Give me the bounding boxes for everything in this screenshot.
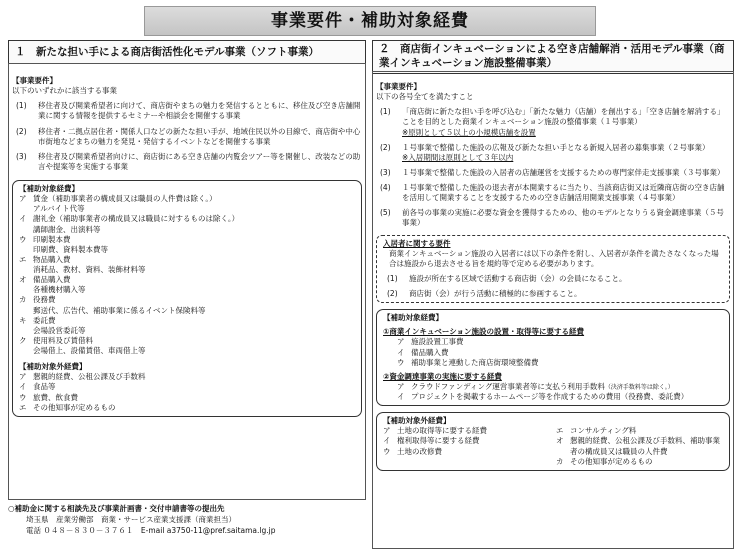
item-note: ※原則として５以上の小規模店舗を設置 bbox=[402, 127, 536, 137]
g2-body bbox=[411, 382, 674, 392]
expense-item bbox=[19, 255, 355, 265]
expense-key: エ bbox=[19, 254, 27, 264]
g1-item bbox=[383, 358, 723, 368]
ineligible-text: 旅費、飲食費 bbox=[33, 392, 78, 402]
item-number: (4) bbox=[380, 183, 391, 192]
expense-main: 賃金（補助事業者の構成員又は職員の人件費は除く。） bbox=[33, 194, 217, 204]
expense-item bbox=[19, 295, 355, 305]
item-body bbox=[402, 143, 730, 163]
item-text: 商店街（会）が行う活動に積極的に参画すること。 bbox=[409, 289, 582, 298]
left-eligible-list bbox=[19, 194, 355, 356]
ineligible-text: 権利取得等に要する経費 bbox=[397, 436, 480, 446]
item-text: １号事業で整備した施設の入居者の店舗運営を支援するための専門家伴走支援事業（３号事業） bbox=[402, 167, 725, 177]
item-note: ※入居期間は原則として３年以内 bbox=[402, 152, 514, 162]
right-ineligible-col-a bbox=[383, 426, 550, 467]
item-text: １号事業で整備した施設の広報及び新たな担い手となる新規入居者の募集事業（２号事業） bbox=[402, 142, 710, 152]
right-req-item bbox=[376, 208, 730, 228]
expense-item bbox=[19, 316, 355, 326]
expense-example: 印刷費、資料製本費等 bbox=[33, 244, 108, 254]
ineligible-text: 懇親的経費、公租公課及び手数料 bbox=[33, 372, 146, 382]
item-number: (3) bbox=[16, 151, 27, 161]
ineligible-key: イ bbox=[19, 382, 27, 392]
resident-item bbox=[383, 274, 723, 284]
item-text: 前各号の事業の実施に必要な資金を獲得するための、他のモデルとなりうる資金調達事業（５号事業） bbox=[402, 208, 724, 228]
left-eligible-box bbox=[12, 180, 362, 417]
item-body bbox=[402, 183, 730, 203]
expense-main: 謝礼金（補助事業者の構成員又は職員に対するものは除く。） bbox=[33, 214, 240, 224]
g1-text: 施設設置工事費 bbox=[411, 337, 464, 347]
item-number: (3) bbox=[380, 167, 391, 177]
right-req-item bbox=[376, 143, 730, 163]
page-title-area bbox=[0, 6, 740, 36]
left-column bbox=[8, 40, 366, 417]
left-req-intro: 以下のいずれかに該当する事業 bbox=[12, 86, 117, 96]
expense-item bbox=[19, 235, 355, 245]
ineligible-item bbox=[19, 403, 355, 413]
expense-example: 会場設営委託等 bbox=[33, 325, 86, 335]
ineligible-key: オ bbox=[556, 436, 564, 446]
g1-title: ①商業インキュベーション施設の設置・取得等に要する経費 bbox=[383, 327, 585, 337]
right-req-list bbox=[376, 107, 730, 228]
right-ineligible-item bbox=[383, 426, 550, 436]
item-text: １号事業で整備した施設の退去者が本開業するに当たり、当該商店街又は近隣商店街の空き店舗を活用して開業することを支援するための空き店舗活用開業支援事業（４号事業） bbox=[402, 183, 725, 203]
ineligible-text: その他知事が定めるもの bbox=[33, 402, 116, 412]
item-body bbox=[402, 107, 730, 137]
item-number: (2) bbox=[380, 142, 391, 152]
right-ineligible-item bbox=[383, 436, 550, 446]
expense-main: 委託費 bbox=[33, 315, 56, 325]
expense-example: 郵送代、広告代、補助事業に係るイベント保険料等 bbox=[33, 305, 206, 315]
left-ineligible-list bbox=[19, 372, 355, 413]
contact-phone: 電話 ０４８－８３０－３７６１ E-mail a3750-11@pref.saitama.lg.jp bbox=[26, 525, 276, 535]
expense-key: オ bbox=[19, 275, 27, 285]
item-number: (5) bbox=[380, 208, 391, 218]
resident-item bbox=[383, 289, 723, 299]
ineligible-key: エ bbox=[556, 426, 564, 436]
expense-item bbox=[19, 275, 355, 285]
ineligible-key: ウ bbox=[383, 446, 391, 456]
expense-key: ク bbox=[19, 335, 27, 345]
ineligible-key: カ bbox=[556, 456, 564, 466]
g1-key: ア bbox=[397, 337, 405, 347]
right-eligible-label: 【補助対象経費】 bbox=[383, 313, 443, 323]
contact-org: 埼玉県 産業労働部 商業・サービス産業支援課（商業担当） bbox=[26, 514, 236, 524]
ineligible-key: ア bbox=[383, 426, 391, 436]
expense-example: 各種機材購入等 bbox=[33, 285, 86, 295]
left-ineligible-label: 【補助対象外経費】 bbox=[19, 362, 87, 372]
expense-key: ア bbox=[19, 194, 27, 204]
g1-item bbox=[383, 337, 723, 347]
g1-text: 備品購入費 bbox=[411, 347, 449, 357]
right-ineligible-item bbox=[556, 436, 723, 456]
contact-info bbox=[8, 504, 348, 537]
g2-text: プロジェクトを掲載するホームページ等を作成するための費用（役務費、委託費） bbox=[411, 392, 689, 401]
g2-item bbox=[383, 382, 723, 392]
left-req-item bbox=[12, 127, 362, 147]
expense-item bbox=[19, 194, 355, 204]
right-req-item bbox=[376, 168, 730, 178]
ineligible-text: 土地の取得等に要する経費 bbox=[397, 426, 487, 436]
item-number: (1) bbox=[387, 273, 398, 283]
ineligible-text: 食品等 bbox=[33, 382, 56, 392]
page-title: 事業要件・補助対象経費 bbox=[144, 6, 596, 36]
g2-body bbox=[411, 392, 688, 402]
item-text: 施設が所在する区域で活動する商店街（会）の会員になること。 bbox=[409, 273, 627, 283]
left-req-label: 【事業要件】 bbox=[12, 76, 57, 85]
item-number: (2) bbox=[387, 289, 398, 298]
ineligible-key: エ bbox=[19, 402, 27, 412]
expense-main: 備品購入費 bbox=[33, 275, 71, 285]
expense-item bbox=[19, 336, 355, 346]
g2-key: ア bbox=[397, 381, 405, 391]
ineligible-item bbox=[19, 393, 355, 403]
item-text: 移住者及び開業希望者に向けて、商店街やまちの魅力を発信するとともに、移住及び空き店舗開業に関する情報を提供するセミナーや相談会を開催する事業 bbox=[38, 101, 361, 121]
right-ineligible-col-b bbox=[556, 426, 723, 467]
right-ineligible-box bbox=[376, 412, 730, 471]
ineligible-key: ウ bbox=[19, 392, 27, 402]
left-heading: １ 新たな担い手による商店街活性化モデル事業（ソフト事業） bbox=[8, 40, 366, 64]
expense-key: キ bbox=[19, 315, 27, 325]
expense-example: 消耗品、教材、資料、装飾材料等 bbox=[33, 265, 146, 274]
expense-main: 印刷製本費 bbox=[33, 234, 71, 244]
right-ineligible-item bbox=[383, 447, 550, 457]
item-text: 移住者・二拠点居住者・関係人口などの新たな担い手が、地域住民以外の目線で、商店街や中心市街地などまちの魅力を発見・発信するイベントなどを開催する事業 bbox=[38, 126, 361, 146]
ineligible-text: その他知事が定めるもの bbox=[570, 456, 653, 466]
ineligible-key: イ bbox=[383, 436, 391, 446]
ineligible-item bbox=[19, 382, 355, 392]
item-text: 移住者及び開業希望者向けに、商店街にある空き店舗の内覧会ツアー等を開催し、改装などの助言や提案等を実施する事業 bbox=[38, 151, 361, 171]
item-number: (2) bbox=[16, 126, 27, 136]
g2-text: クラウドファンディング運営事業者等に支払う利用手数料 bbox=[411, 381, 605, 391]
g2-item bbox=[383, 392, 723, 402]
g2-list bbox=[383, 382, 723, 402]
expense-key: ウ bbox=[19, 234, 27, 244]
g1-key: ウ bbox=[397, 357, 405, 367]
item-number: (1) bbox=[16, 101, 27, 111]
right-ineligible-item bbox=[556, 426, 723, 436]
expense-main: 使用料及び賃借料 bbox=[33, 335, 93, 345]
ineligible-text: コンサルティング料 bbox=[570, 426, 637, 436]
left-req-item bbox=[12, 101, 362, 121]
left-req-list bbox=[12, 101, 362, 172]
right-req-label: 【事業要件】 bbox=[376, 82, 421, 91]
resident-list bbox=[383, 274, 723, 299]
expense-example: 講師謝金、出演料等 bbox=[33, 224, 101, 234]
g1-key: イ bbox=[397, 347, 405, 357]
ineligible-text: 土地の改修費 bbox=[397, 446, 442, 456]
contact-title: ○補助金に関する相談先及び事業計画書・交付申請書等の提出先 bbox=[8, 504, 225, 513]
right-req-item bbox=[376, 183, 730, 203]
g1-list bbox=[383, 337, 723, 367]
left-req-item bbox=[12, 152, 362, 172]
right-req-item bbox=[376, 107, 730, 137]
resident-label: 入居者に関する要件 bbox=[383, 238, 451, 248]
ineligible-key: ア bbox=[19, 372, 27, 382]
ineligible-item bbox=[19, 372, 355, 382]
right-eligible-box bbox=[376, 309, 730, 406]
resident-box bbox=[376, 235, 730, 304]
right-heading: ２ 商店街インキュベーションによる空き店舗解消・活用モデル事業（商業インキュベーション施設整備事業） bbox=[372, 40, 734, 74]
expense-main: 役務費 bbox=[33, 295, 56, 305]
item-text: 「商店街に新たな担い手を呼び込む」「新たな魅力（店舗）を創出する」「空き店舗を解消する」ことを目的とした商業インキュベーション施設の整備事業（１号事業） bbox=[402, 107, 725, 127]
expense-key: イ bbox=[19, 214, 27, 224]
g2-key: イ bbox=[397, 392, 405, 401]
right-ineligible-item bbox=[556, 457, 723, 467]
item-body bbox=[402, 208, 730, 228]
right-ineligible-label: 【補助対象外経費】 bbox=[383, 416, 451, 426]
g2-title: ②資金調達事業の実施に要する経費 bbox=[383, 371, 502, 381]
g2-small: （決済手数料等は除く。） bbox=[604, 383, 674, 391]
expense-item bbox=[19, 214, 355, 224]
expense-example: アルバイト代等 bbox=[33, 204, 85, 214]
expense-main: 物品購入費 bbox=[33, 254, 71, 264]
expense-key: カ bbox=[19, 295, 27, 305]
expense-example: 会場借上、設備賃借、車両借上等 bbox=[33, 346, 146, 355]
resident-intro: 商業インキュベーション施設の入居者には以下の条件を附し、入居者が条件を満たさなくなった場合は施設から退去させる旨を規約等で定める必要があります。 bbox=[389, 248, 719, 268]
right-column bbox=[372, 40, 734, 471]
right-req-intro: 以下の各号全てを満たすこと bbox=[376, 92, 474, 102]
g1-text: 補助事業と連動した商店街環境整備費 bbox=[411, 357, 539, 367]
item-number: (1) bbox=[380, 107, 391, 117]
right-ineligible-grid bbox=[383, 426, 723, 467]
ineligible-text: 懇親的経費、公租公課及び手数料、補助事業者の構成員又は職員の人件費 bbox=[570, 436, 720, 456]
g1-item bbox=[383, 348, 723, 358]
left-eligible-label: 【補助対象経費】 bbox=[19, 184, 79, 193]
item-body bbox=[402, 168, 730, 178]
